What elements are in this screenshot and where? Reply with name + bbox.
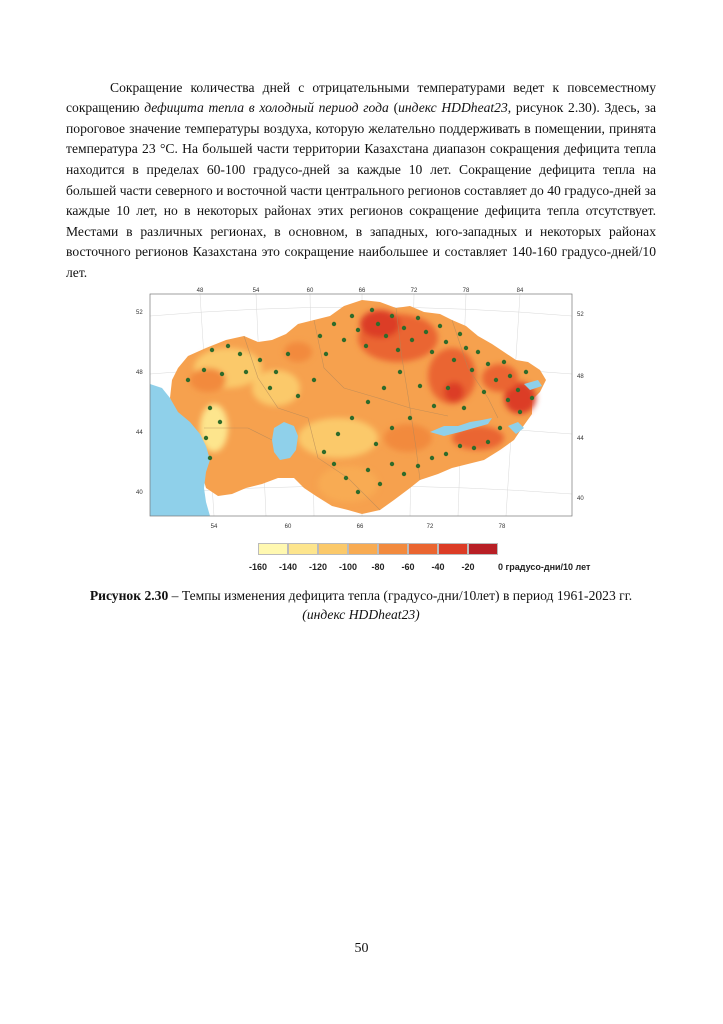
lon-top-label: 78: [462, 288, 470, 294]
lat-left-label: 48: [136, 370, 143, 376]
page-number: 50: [354, 941, 369, 956]
lon-top-label: 66: [358, 288, 366, 294]
caption-index: (индекс HDDheat23): [302, 607, 420, 622]
legend-swatch: [408, 543, 438, 555]
lon-bottom-label: 72: [426, 524, 434, 530]
lon-bottom-label: 78: [498, 524, 506, 530]
paragraph-italic-index: индекс HDDheat23: [398, 100, 508, 116]
figure-caption: [66, 586, 656, 624]
lat-right-label: 40: [577, 496, 584, 502]
lon-bottom-label: 54: [210, 524, 218, 530]
legend-label: -120: [308, 562, 328, 572]
color-legend: [246, 543, 591, 583]
legend-swatch: [288, 543, 318, 555]
paragraph-text-2: (: [388, 100, 399, 116]
legend-swatch: [438, 543, 468, 555]
lat-right-label: 48: [577, 374, 584, 380]
map-svg: [148, 288, 574, 530]
legend-swatch: [378, 543, 408, 555]
legend-label: -140: [278, 562, 298, 572]
legend-swatches: [258, 543, 498, 555]
lat-right-label: 52: [577, 312, 584, 318]
lon-top-label: 72: [410, 288, 418, 294]
legend-swatch: [348, 543, 378, 555]
paragraph-text-3: , рисунок 2.30). Здесь, за пороговое значение температуры воздуха, которую желательно поддерживать в помещении, принята температура 23 °С. На большей части территории Казахстана диапазон сокращения дефицита тепла находится в пределах 60-100 градусо-дней за каждые 10 лет. Сокращение дефицита тепла на большей части северного и восточной части центрального регионов составляет до 40 градусо-дней за каждые 10 лет, но в некоторых районах этих регионов сокращение дефицита тепла отсутствует. Местами в различных регионах, в основном, в западных, юго-западных и некоторых районах восточного регионов Казахстана это сокращение наибольшее и составляет 140-160 градусо-дней/10 лет.: [66, 100, 656, 280]
legend-swatch: [258, 543, 288, 555]
lon-bottom-label: 66: [356, 524, 364, 530]
legend-label-unit: 0 градусо-дни/10 лет: [498, 562, 591, 572]
paragraph-italic-term: дефицита тепла в холодный период года: [144, 100, 389, 116]
kazakhstan-map-figure: [136, 288, 584, 530]
legend-labels: [246, 562, 591, 576]
lon-top-label: 84: [516, 288, 524, 294]
lon-top-label: 54: [252, 288, 260, 294]
legend-label: -20: [461, 562, 475, 572]
legend-label: -100: [338, 562, 358, 572]
lat-left-label: 52: [136, 310, 143, 316]
paragraph-text-1: Сокращение количества дней с отрицательными температурами ведет к повсеместному сокращению: [66, 79, 656, 116]
caption-label: Рисунок 2.30: [89, 588, 169, 603]
legend-label: -60: [401, 562, 415, 572]
lat-right-label: 44: [577, 436, 584, 442]
caption-text: – Темпы изменения дефицита тепла (градусо-дни/10лет) в период 1961-2023 гг.: [168, 588, 633, 603]
legend-label: -80: [371, 562, 385, 572]
body-paragraph: [66, 78, 656, 284]
lon-top-label: 48: [196, 288, 204, 294]
lat-left-label: 44: [136, 430, 143, 436]
lon-top-label: 60: [306, 288, 314, 294]
legend-label: -160: [248, 562, 268, 572]
legend-swatch: [318, 543, 348, 555]
legend-label: -40: [431, 562, 445, 572]
legend-swatch: [468, 543, 498, 555]
lon-bottom-label: 60: [284, 524, 292, 530]
lat-left-label: 40: [136, 490, 143, 496]
